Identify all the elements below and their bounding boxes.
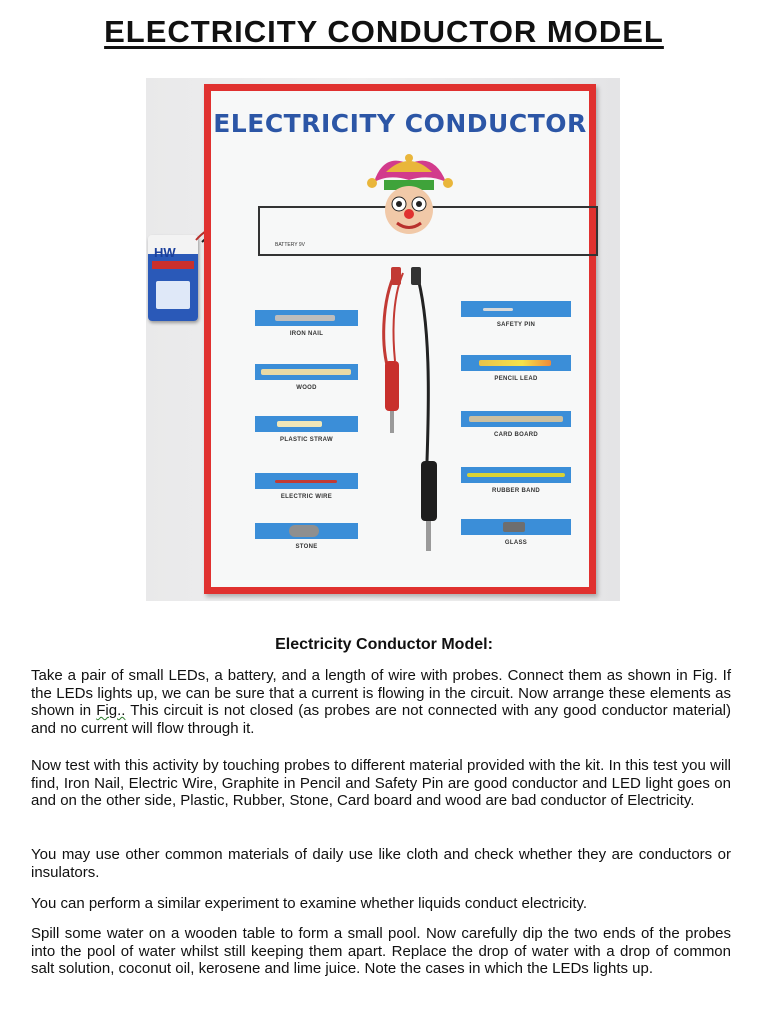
label-wood: WOOD	[296, 385, 317, 391]
label-pencil-lead: PENCIL LEAD	[494, 376, 538, 382]
strip-glass	[461, 519, 571, 535]
paragraph-3: You may use other common materials of daily use like cloth and check whether they are conductors or insulators.	[31, 846, 731, 881]
paragraph-1: Take a pair of small LEDs, a battery, and a length of wire with probes. Connect them as shown in Fig. If the LEDs lights up, we can be sure that a current is flowing in the circuit. Now arrange these elements as shown in Fig.. This circuit is not closed (as probes are not connected with any good conductor material) and no current will flow through it.	[31, 667, 731, 737]
label-safety-pin: SAFETY PIN	[496, 322, 536, 328]
battery-brand: HW	[154, 245, 176, 260]
strip-electric-wire	[255, 473, 358, 489]
strip-pencil-lead	[461, 355, 571, 371]
model-photo	[146, 78, 620, 601]
strip-wood	[255, 364, 358, 380]
label-glass: GLASS	[504, 540, 528, 546]
label-rubber-band: RUBBER BAND	[492, 488, 540, 494]
board-title: ELECTRICITY CONDUCTOR	[213, 109, 587, 138]
paragraph-5: Spill some water on a wooden table to form a small pool. Now carefully dip the two ends of the probes into the pool of water whilst still keeping them apart. Replace the drop of water with a drop of common salt solution, coconut oil, kerosene and lime juice. Note the cases in which the LEDs lights up.	[31, 925, 731, 977]
conductor-board	[204, 84, 596, 594]
label-plastic-straw: PLASTIC STRAW	[280, 437, 333, 443]
label-card-board: CARD BOARD	[494, 432, 538, 438]
strip-safety-pin	[461, 301, 571, 317]
fig-reference: Fig..	[96, 702, 126, 719]
test-probes	[361, 261, 471, 591]
joker-icon	[364, 152, 454, 240]
paragraph-2: Now test with this activity by touching probes to different material provided with the kit. In this test you will find, Iron Nail, Electric Wire, Graphite in Pencil and Safety Pin are good conductor and LED light goes on and on the other side, Plastic, Rubber, Stone, Card board and wood are bad conductor of Electricity.	[31, 757, 731, 809]
section-heading: Electricity Conductor Model:	[275, 636, 493, 653]
label-stone: STONE	[295, 544, 318, 550]
strip-card-board	[461, 411, 571, 427]
battery-label: BATTERY 9V	[275, 242, 306, 248]
page-title: ELECTRICITY CONDUCTOR MODEL	[104, 14, 664, 49]
strip-rubber-band	[461, 467, 571, 483]
strip-iron-nail	[255, 310, 358, 326]
strip-stone	[255, 523, 358, 539]
label-electric-wire: ELECTRIC WIRE	[280, 494, 333, 500]
strip-plastic-straw	[255, 416, 358, 432]
paragraph-4: You can perform a similar experiment to examine whether liquids conduct electricity.	[31, 895, 588, 912]
label-iron-nail: IRON NAIL	[289, 331, 324, 337]
